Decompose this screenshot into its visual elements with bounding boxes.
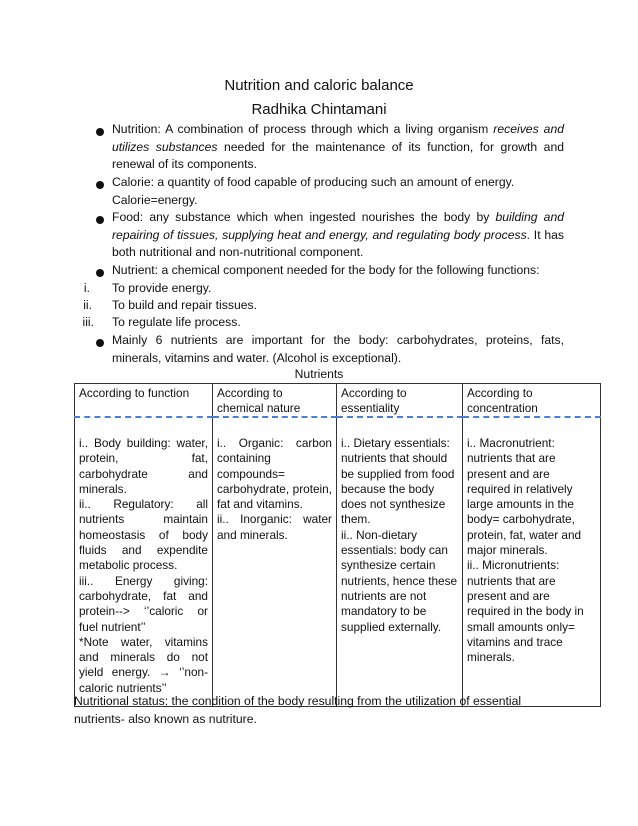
table-header-row — [75, 384, 601, 418]
list-item: To regulate life process. — [112, 315, 241, 329]
list-number: i. — [83, 281, 90, 295]
bullet-icon — [96, 181, 104, 189]
bullet-nutrient: Nutrient: a chemical component needed for the body for the following functions: — [112, 263, 540, 277]
nutritional-status-text: Nutritional status: the condition of the body resulting from the utilization of essential nutrients- also known as nutriture. — [74, 694, 522, 726]
bullet-icon — [96, 339, 104, 347]
nutrients-table — [74, 383, 601, 707]
header-chemical-nature: According to chemical nature — [213, 384, 337, 418]
header-concentration: According to concentration — [463, 384, 601, 418]
bullet-icon — [96, 216, 104, 224]
bullet-nutrition: Nutrition: A combination of process through which a living organism receives and utilizes substances needed for the maintenance of its function, for growth and renewal of its components. — [112, 122, 565, 171]
cell-chemical-nature: i.. Organic: carbon containing compounds= carbohydrate, protein, fat and vitamins. ii.. Inorganic: water and minerals. — [213, 417, 337, 707]
author-name: Radhika Chintamani — [251, 101, 387, 118]
document-title: Nutrition and caloric balance — [224, 77, 414, 94]
bullet-food: Food: any substance which when ingested nourishes the body by building and repairing of tissues, supplying heat and energy, and regulating body process. It has both nutritional and non-nutritional component. — [112, 210, 564, 259]
header-essentiality: According to essentiality — [337, 384, 463, 418]
bullet-icon — [96, 269, 104, 277]
table-caption: Nutrients — [294, 367, 344, 381]
cell-essentiality: i.. Dietary essentials: nutrients that should be supplied from food because the body does not synthesize them. ii.. Non-dietary essentials: body can synthesize certain nutrients, hence these nutrients are not mandatory to be supplied externally. — [337, 417, 463, 707]
bullet-calorie: Calorie: a quantity of food capable of producing such an amount of energy. Calorie=energy. — [112, 175, 515, 207]
cell-function: i.. Body building: water, protein, fat, carbohydrate and minerals. ii.. Regulatory: all nutrients maintain homeostasis of body fluids and expendite metabolic process. iii.. Energy giving: carbohydrate, fat and protein--> ‘’caloric or fuel nutrient’’ *Note water, vitamins and minerals do not yield energy. → ‘’non-caloric nutrients’’ — [75, 417, 213, 707]
header-function: According to function — [75, 384, 213, 418]
list-number: iii. — [82, 315, 94, 329]
cell-concentration: i.. Macronutrient: nutrients that are present and are required in relatively large amounts in the body= carbohydrate, protein, fat, water and major minerals. ii.. Micronutrients: nutrients that are present and are required in the body in small amounts only= vitamins and trace minerals. — [463, 417, 601, 707]
list-item: To provide energy. — [112, 281, 212, 295]
list-item: To build and repair tissues. — [112, 298, 257, 312]
table-row — [75, 417, 601, 707]
list-number: ii. — [83, 298, 92, 312]
bullet-icon — [96, 128, 104, 136]
bullet-mainly: Mainly 6 nutrients are important for the body: carbohydrates, proteins, fats, minerals, vitamins and water. (Alcohol is exceptional). — [112, 333, 564, 365]
